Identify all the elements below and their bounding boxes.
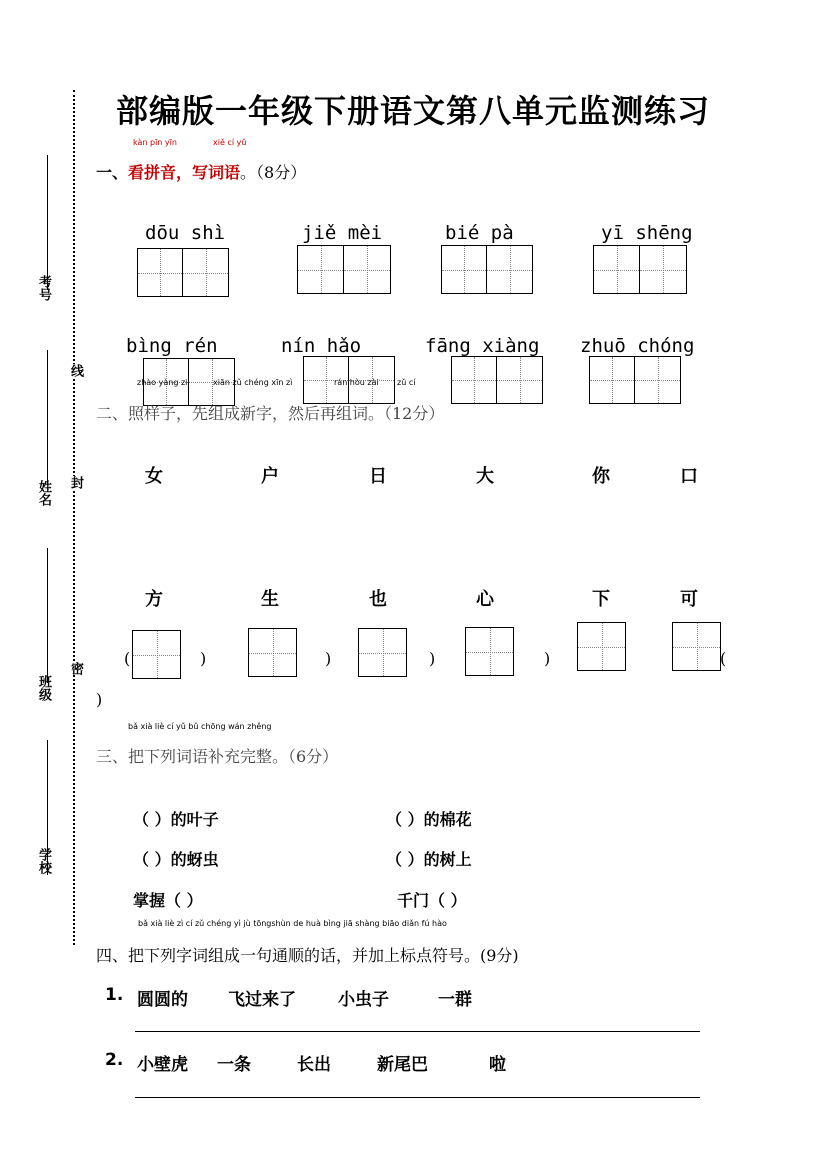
pinyin-jie-mei: jiě mèi	[302, 222, 383, 244]
writing-grid[interactable]	[589, 356, 681, 404]
school-label: 学校	[36, 848, 51, 874]
new-char-grid[interactable]	[465, 627, 514, 676]
close-paren: )	[200, 649, 207, 668]
section2-ruby-2: xiān zǔ chéng xīn zì	[213, 378, 293, 387]
question-1-number: 1.	[105, 985, 124, 1005]
writing-grid[interactable]	[451, 356, 543, 404]
writing-grid[interactable]	[441, 245, 533, 294]
question-2-number: 2.	[105, 1050, 124, 1070]
exam-number-underline	[47, 155, 48, 290]
new-char-grid[interactable]	[132, 630, 181, 679]
q1-word: 一群	[438, 990, 472, 1010]
section1-prefix: 一、	[96, 163, 129, 182]
q1-word: 圆圆的	[137, 990, 188, 1010]
open-paren: (	[720, 649, 727, 668]
q2-word: 新尾巴	[377, 1055, 428, 1075]
radical-char: 生	[261, 589, 279, 610]
fill-item-3[interactable]: （ ）的蚜虫	[133, 850, 219, 869]
section3-heading: 三、把下列词语补充完整。（6分）	[96, 747, 339, 766]
section2-ruby-3: rán hòu zài	[334, 378, 379, 387]
q1-word: 小虫子	[338, 990, 389, 1010]
section1-ruby-1: kàn pīn yīn	[133, 138, 177, 147]
writing-grid[interactable]	[593, 245, 687, 294]
radical-char: 下	[592, 589, 610, 610]
q2-word: 长出	[297, 1055, 331, 1075]
new-char-grid[interactable]	[672, 622, 721, 671]
section4-heading: 四、把下列字词组成一句通顺的话，并加上标点符号。(9分)	[96, 946, 519, 965]
name-label: 姓名	[36, 480, 51, 506]
fill-item-1[interactable]: （ ）的叶子	[133, 810, 219, 829]
pinyin-zhuo-chong: zhuō chóng	[580, 335, 695, 357]
fill-item-5[interactable]: 掌握（ ）	[133, 891, 203, 910]
q2-word: 啦	[489, 1055, 506, 1075]
radical-char: 也	[369, 589, 387, 610]
name-underline	[47, 350, 48, 485]
radical-char: 你	[592, 466, 610, 487]
open-paren: (	[124, 649, 131, 668]
radical-char: 女	[145, 466, 163, 487]
answer-line-1[interactable]	[135, 1031, 700, 1032]
close-paren: )	[429, 649, 436, 668]
pinyin-yi-sheng: yī shēng	[601, 222, 693, 244]
radical-char: 可	[680, 589, 698, 610]
radical-char: 方	[145, 589, 163, 610]
section3-ruby: bǎ xià liè cí yǔ bǔ chōng wán zhěng	[128, 722, 272, 731]
q2-word: 小壁虎	[137, 1055, 188, 1075]
radical-char: 口	[680, 466, 698, 487]
seal-mark-line: 线	[68, 364, 83, 377]
radical-char: 心	[476, 589, 494, 610]
seal-mark-secret: 密	[68, 662, 83, 675]
pinyin-bie-pa: bié pà	[445, 222, 514, 244]
section4-ruby: bǎ xià liè zì cí zǔ chéng yì jù tōngshùn de huà bìng jiā shàng biāo diǎn fú hào	[138, 919, 447, 928]
writing-grid[interactable]	[137, 248, 229, 297]
section1-heading	[96, 160, 306, 183]
q1-word: 飞过来了	[228, 990, 296, 1010]
section2-ruby-4: zǔ cí	[397, 378, 416, 387]
exam-number-label: 考号	[36, 275, 51, 301]
seal-mark-seal: 封	[68, 476, 83, 489]
pinyin-bing-ren: bìng rén	[126, 335, 218, 357]
radical-char: 大	[476, 466, 494, 487]
fill-item-6[interactable]: 千门（ ）	[397, 891, 467, 910]
section2-heading: 二、照样子，先组成新字，然后再组词。（12分）	[96, 404, 445, 423]
page-title: 部编版一年级下册语文第八单元监测练习	[115, 92, 710, 130]
pinyin-dou-shi: dōu shì	[145, 222, 226, 244]
radical-char: 户	[261, 466, 279, 487]
fill-item-2[interactable]: （ ）的棉花	[386, 810, 472, 829]
new-char-grid[interactable]	[577, 622, 626, 671]
section1-ruby-2: xiě cí yǔ	[213, 138, 247, 147]
close-paren: )	[544, 649, 551, 668]
section2-ruby-1: zhào yàng zi	[137, 378, 188, 387]
pinyin-nin-hao: nín hǎo	[281, 335, 362, 357]
section1-suffix: 。（8分）	[240, 163, 307, 182]
q2-word: 一条	[217, 1055, 251, 1075]
answer-line-2[interactable]	[135, 1097, 700, 1098]
class-underline	[47, 548, 48, 683]
new-char-grid[interactable]	[248, 628, 297, 677]
class-label: 班级	[36, 675, 51, 701]
fill-item-4[interactable]: （ ）的树上	[386, 850, 472, 869]
close-paren: )	[96, 690, 103, 709]
new-char-grid[interactable]	[358, 628, 407, 677]
binding-dotted-line	[73, 90, 75, 945]
radical-char: 日	[369, 466, 387, 487]
close-paren: )	[325, 649, 332, 668]
writing-grid[interactable]	[297, 245, 391, 294]
pinyin-fang-xiang: fāng xiàng	[425, 335, 540, 357]
section1-title: 看拼音，写词语	[128, 163, 241, 182]
